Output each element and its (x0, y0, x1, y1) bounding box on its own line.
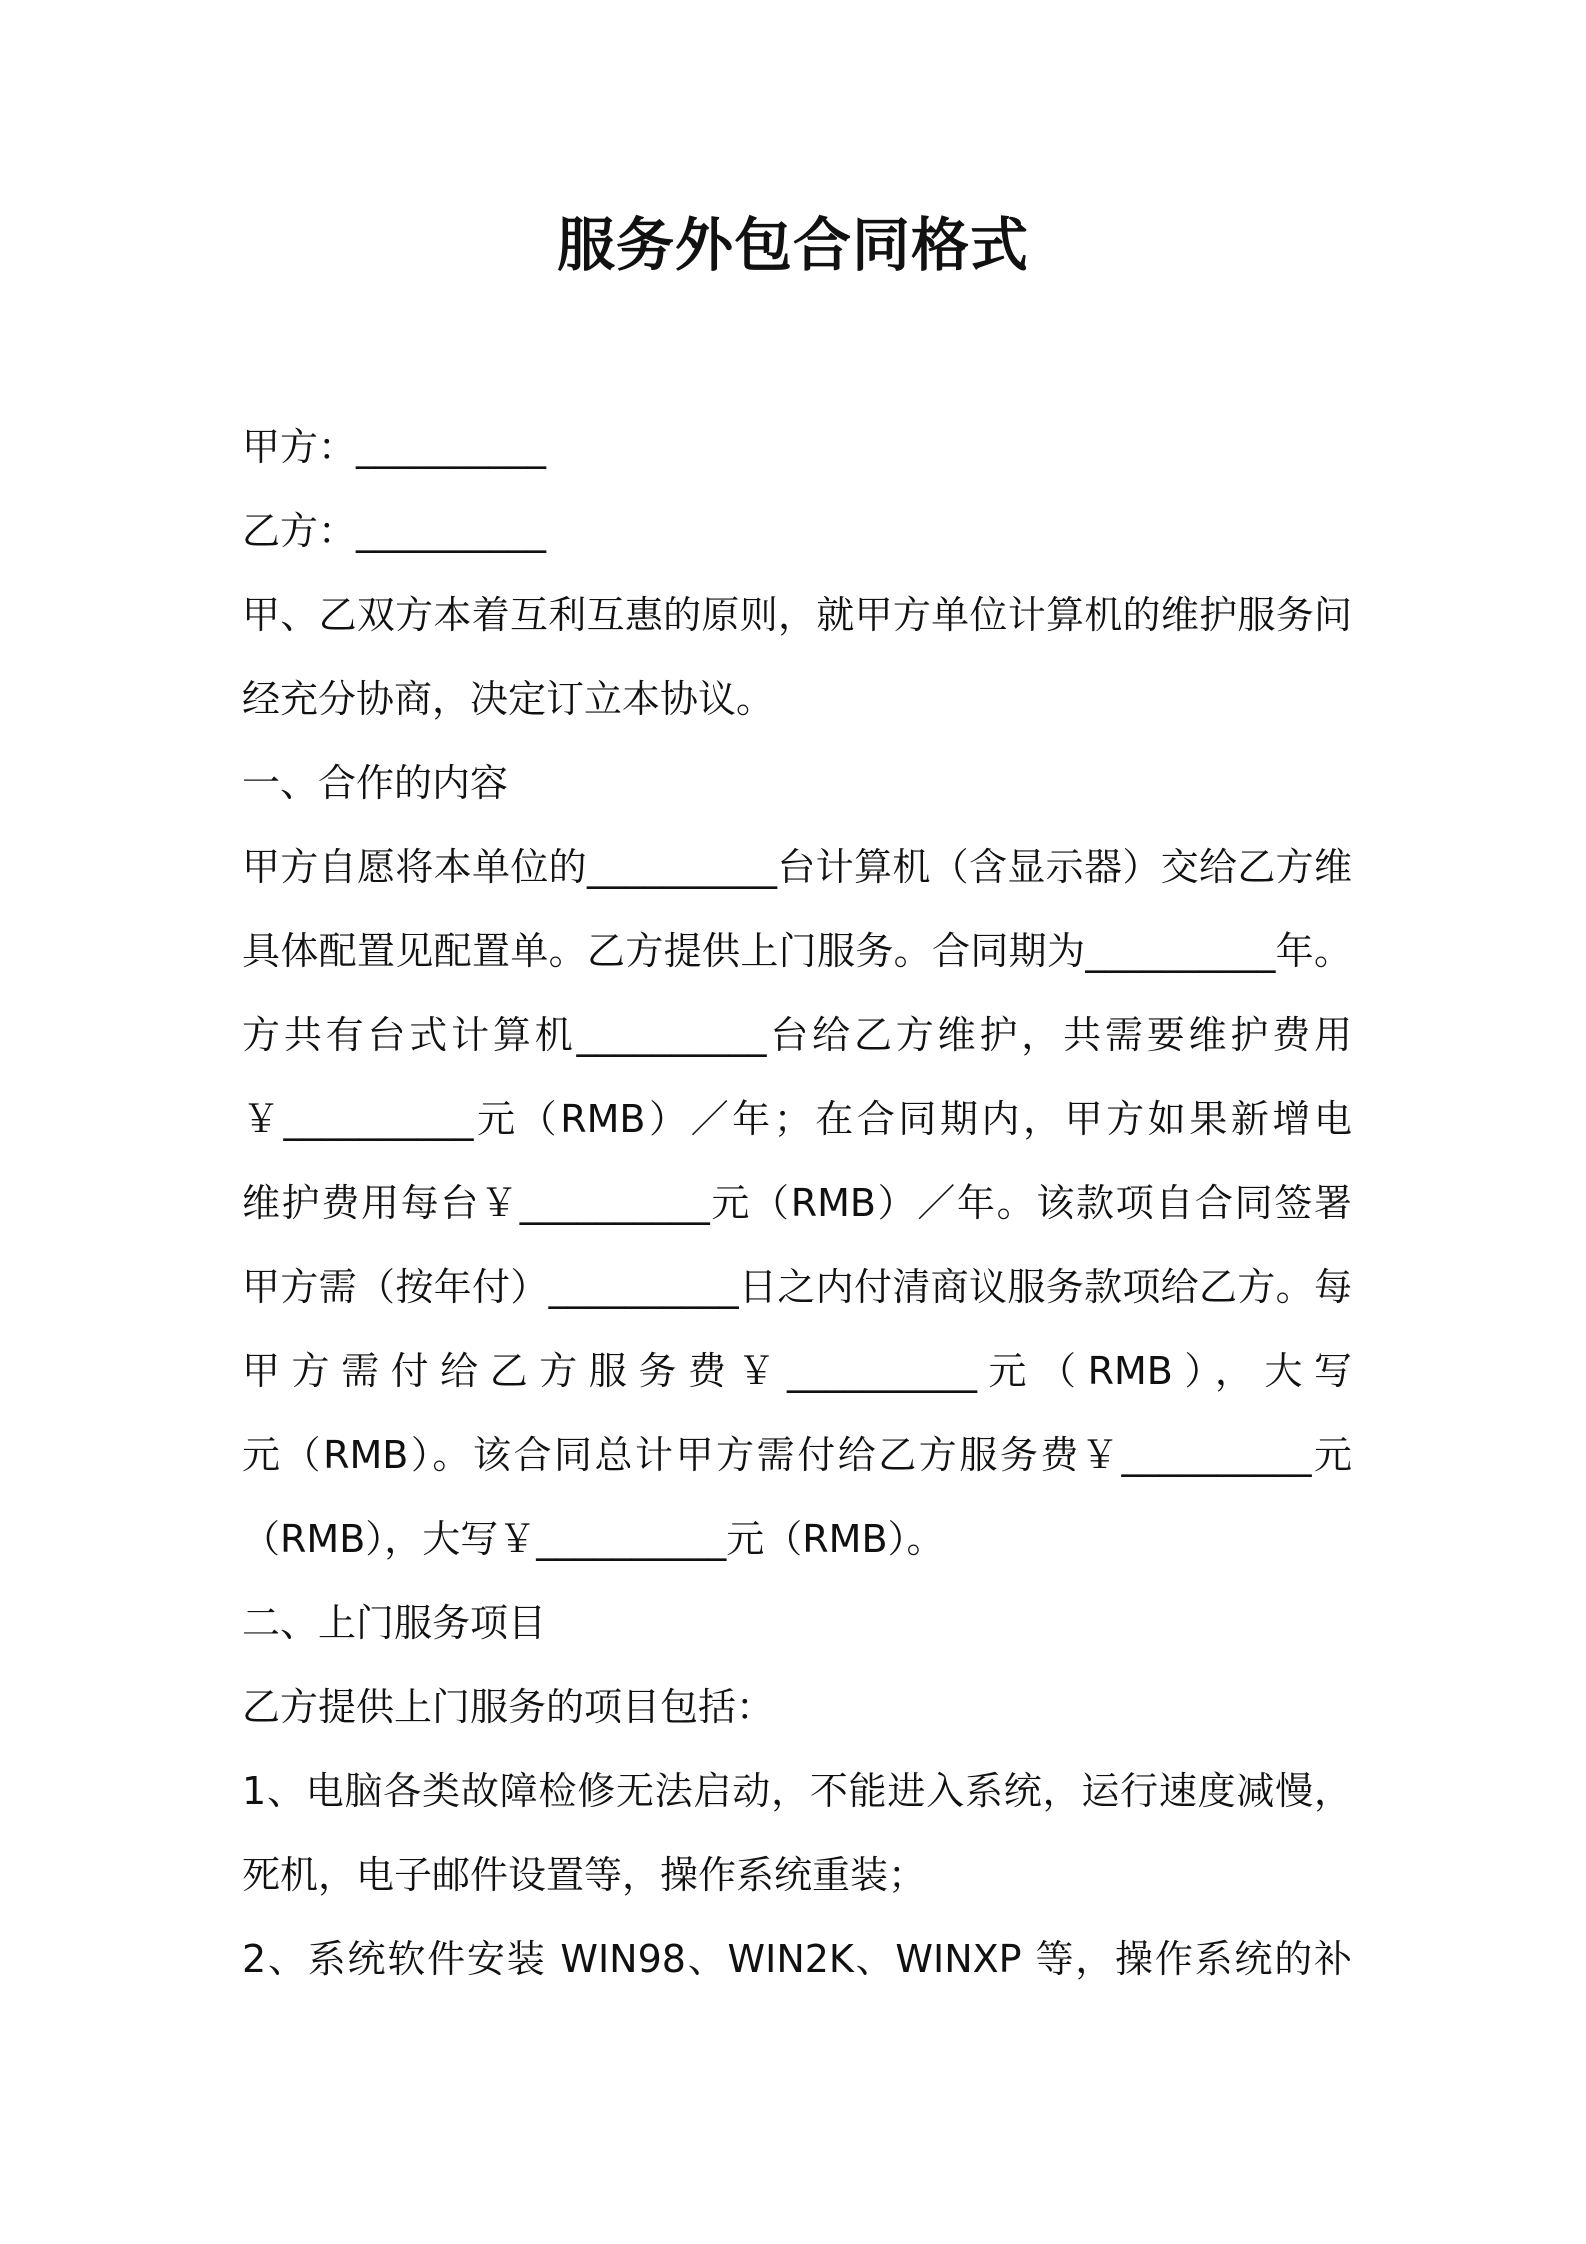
paragraph-line: 经充分协商，决定订立本协议。 (242, 677, 775, 721)
paragraph-line: 甲方自愿将本单位的__________台计算机（含显示器）交给乙方维 (242, 845, 1352, 889)
paragraph-line: 甲方需（按年付）__________日之内付清商议服务款项给乙方。每 (242, 1265, 1352, 1309)
party-a-line: 甲方：__________ (242, 425, 547, 469)
paragraph-line: ￥__________元（RMB）／年；在合同期内，甲方如果新增电 (242, 1097, 1352, 1141)
list-item-line: 1、电脑各类故障检修无法启动，不能进入系统，运行速度减慢， (242, 1769, 1352, 1813)
section-heading: 二、上门服务项目 (242, 1601, 547, 1645)
paragraph-line: 维护费用每台￥__________元（RMB）／年。该款项自合同签署 (242, 1181, 1352, 1225)
paragraph-line: 甲、乙双方本着互利互惠的原则，就甲方单位计算机的维护服务问 (242, 593, 1352, 637)
paragraph-line: 甲方需付给乙方服务费￥__________元（RMB），大写 (242, 1349, 1352, 1393)
list-item-line: 2、系统软件安装 WIN98、WIN2K、WINXP 等，操作系统的补 (242, 1937, 1352, 1981)
paragraph-line: （RMB），大写￥__________元（RMB）。 (242, 1517, 945, 1561)
document-body (242, 405, 1352, 2001)
list-item-line: 死机，电子邮件设置等，操作系统重装； (242, 1853, 927, 1897)
paragraph-line: 具体配置见配置单。乙方提供上门服务。合同期为__________年。 (242, 929, 1352, 973)
paragraph-line: 元（RMB）。该合同总计甲方需付给乙方服务费￥__________元 (242, 1433, 1352, 1477)
paragraph-line: 乙方提供上门服务的项目包括： (242, 1685, 775, 1729)
document-title: 服务外包合同格式 (556, 211, 1029, 279)
paragraph-line: 方共有台式计算机__________台给乙方维护，共需要维护费用 (242, 1013, 1352, 1057)
party-b-line: 乙方：__________ (242, 509, 547, 553)
section-heading: 一、合作的内容 (242, 761, 509, 805)
